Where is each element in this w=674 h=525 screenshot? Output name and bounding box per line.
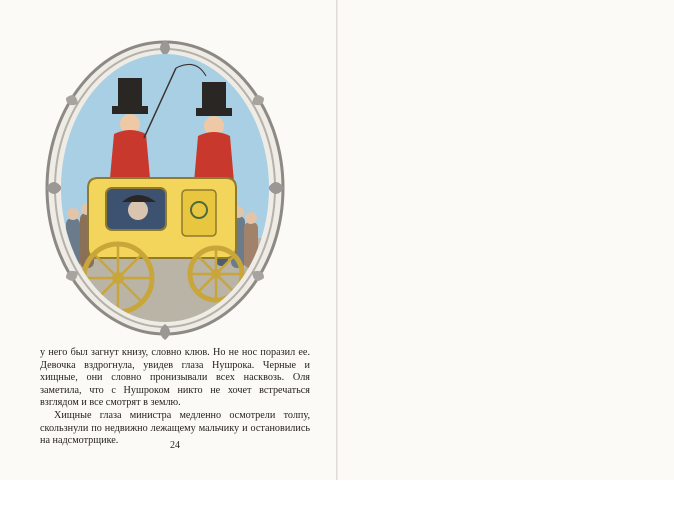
left-page: [0, 0, 336, 480]
illustration-frame: [36, 38, 294, 342]
right-page: [338, 0, 674, 480]
carriage-illustration-icon: [36, 38, 294, 342]
paragraph: Хищные глаза министра медленно осмотрели толпу, скользнули по недвижно лежащему мальчику и остановились на надсмотрщике.: [40, 409, 310, 447]
left-body-text: [40, 347, 310, 448]
page-number-left: 24: [170, 440, 180, 451]
paragraph: у него был загнут книзу, словно клюв. Но не нос поразил ее. Девочка вздрогнула, увидев глаза Нушрока. Черные и хищные, они словно пронизывали всех насквозь. Оля заметила, что с Нушроком никто не хочет встречаться взглядом и все смотрят в землю.: [40, 347, 310, 409]
